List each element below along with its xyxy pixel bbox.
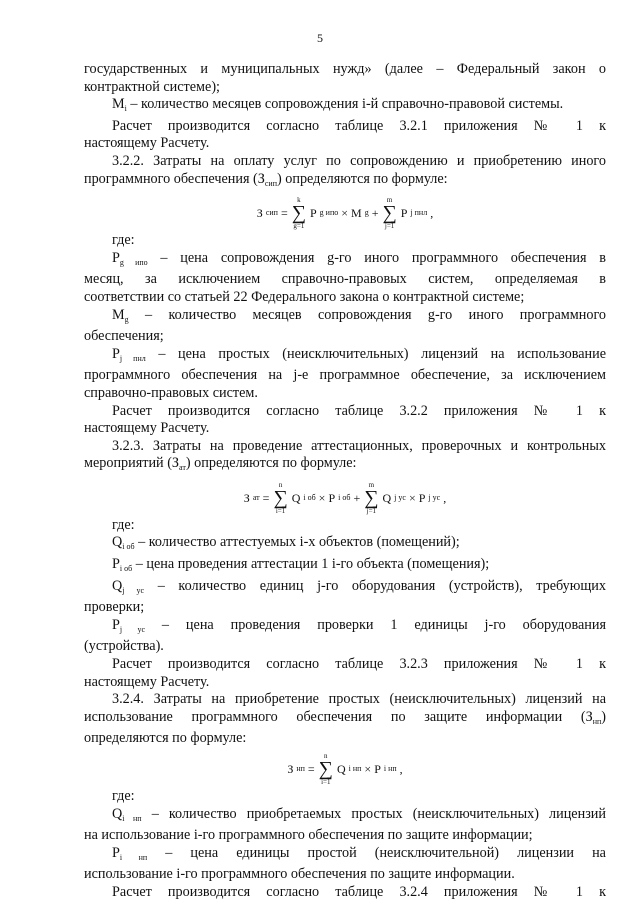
definition-pj-us: $P_{j ус}$ – цена проведения проверки 1 единицы j-го оборудования <box>112 616 606 634</box>
text-line: контрактной системе); <box>84 78 220 95</box>
text-line: соответствии со статьей 22 Федерального закона о контрактной системе; <box>84 288 525 305</box>
sum-symbol: n ∑ i=1 <box>273 480 288 515</box>
sum-symbol: m ∑ j=1 <box>382 196 397 231</box>
definition-qi: $Q_{i об}$ – количество аттестуемых i-х объектов (помещений); <box>112 534 460 552</box>
definition-mi: $M_i$ – количество месяцев сопровождения i-й справочно-правовой системы. <box>112 96 564 114</box>
text-line: настоящему Расчету. <box>84 673 210 690</box>
sum-symbol: m ∑ j=1 <box>364 480 379 515</box>
where-label: где: <box>112 516 135 533</box>
definition-qi-np: $Q_{i нп}$ – количество приобретаемых простых (неисключительных) лицензий <box>112 805 606 823</box>
calc-reference: Расчет производится согласно таблице 3.2.2 приложения № 1 к <box>112 402 606 419</box>
text-line: программного обеспечения на j-е программное обеспечение, за исключением <box>84 367 606 384</box>
text-line: программного обеспечения $(З_{сип})$ определяются по формуле: <box>84 170 448 188</box>
definition-qj: $Q_{j ус}$ – количество единиц j-го оборудования (устройств), требующих <box>112 577 606 595</box>
where-label: где: <box>112 232 135 249</box>
text-line: месяц, за исключением справочно-правовых систем, определяемая в <box>84 271 606 288</box>
section-3-2-2-heading: 3.2.2. Затраты на оплату услуг по сопровождению и приобретению иного <box>112 152 606 169</box>
text-line: использование i-го программного обеспечения по защите информации. <box>84 866 515 883</box>
definition-mg: $M_g$ – количество месяцев сопровождения g-го иного программного <box>112 306 606 324</box>
definition-pj: $P_{j пнл}$ – цена простых (неисключительных) лицензий на использование <box>112 345 607 363</box>
text-line: государственных и муниципальных нужд» (далее – Федеральный закон о <box>84 61 606 77</box>
text-line: (устройства). <box>84 638 164 655</box>
section-3-2-4-heading: 3.2.4. Затраты на приобретение простых (неисключительных) лицензий на <box>112 691 606 708</box>
formula-3: З нп = n ∑ i=1 Q i нп × P i нп , <box>287 752 403 786</box>
formula-2: З ат = n ∑ i=1 Q i об × P i об + m ∑ j=1 Q j ус × P j ус , <box>243 480 447 515</box>
definition-pi-np: $P_{i нп}$ – цена единицы простой (неисключительной) лицензии на <box>112 844 606 862</box>
section-3-2-3-heading: 3.2.3. Затраты на проведение аттестационных, проверочных и контрольных <box>112 437 606 454</box>
text-line: определяются по формуле: <box>84 730 247 747</box>
definition-pi: $P_{i об}$ – цена проведения аттестации 1 i-го объекта (помещения); <box>112 556 490 574</box>
calc-reference: Расчет производится согласно таблице 3.2.3 приложения № 1 к <box>112 656 606 673</box>
formula-1: З сип = k ∑ g=1 P g ипо × M g + m ∑ j=1 P j пнл , <box>256 196 434 231</box>
text-line: использование программного обеспечения по защите информации $(З_{нп})$ <box>84 708 606 726</box>
calc-reference: Расчет производится согласно таблице 3.2.4 приложения № 1 к <box>112 883 606 900</box>
text-line: мероприятий $(З_{ат})$ определяются по формуле: <box>84 455 357 473</box>
text-line: справочно-правовых систем. <box>84 384 258 401</box>
text-line: обеспечения; <box>84 328 164 345</box>
where-label: где: <box>112 788 135 804</box>
text-line: настоящему Расчету. <box>84 135 210 152</box>
document-body <box>84 61 606 902</box>
sum-symbol: n ∑ i=1 <box>318 752 333 786</box>
definition-pg: $P_{g ипо}$ – цена сопровождения g-го иного программного обеспечения в <box>112 249 606 267</box>
text-line: проверки; <box>84 599 145 616</box>
text-line: настоящему Расчету. <box>84 420 210 437</box>
page-number: 5 <box>317 31 323 45</box>
calc-reference: Расчет производится согласно таблице 3.2.1 приложения № 1 к <box>112 117 606 134</box>
text-line: на использование i-го программного обеспечения по защите информации; <box>84 827 533 844</box>
sum-symbol: k ∑ g=1 <box>291 196 306 231</box>
